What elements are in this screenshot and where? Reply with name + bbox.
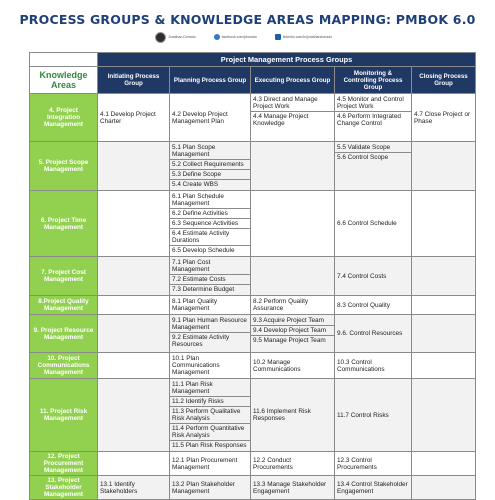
process-item: 11.3 Perform Qualitative Risk Analysis [170, 407, 250, 424]
process-cell-closing [412, 452, 476, 476]
process-cell-monitoring [335, 257, 412, 296]
process-item: 4.2 Develop Project Management Plan [172, 110, 228, 125]
linkedin-link[interactable] [275, 34, 332, 40]
process-cell-executing [251, 476, 335, 500]
process-item: 4.7 Close Project or Phase [414, 110, 471, 125]
process-item: 4.4 Manage Project Knowledge [253, 113, 309, 127]
process-cell-executing [251, 353, 335, 379]
process-cell-planning [170, 452, 251, 476]
process-item: 10.2 Manage Communications [253, 358, 301, 373]
process-cell-closing [412, 142, 476, 191]
process-item: 11.1 Plan Risk Management [170, 380, 250, 397]
process-item: 11.6 Implement Risk Responses [253, 408, 311, 422]
knowledge-area-cell: 4. Project Integration Management [30, 94, 98, 142]
process-item: 8.3 Control Quality [337, 301, 390, 309]
process-cell-initiating [98, 257, 170, 296]
process-cell-planning [170, 142, 251, 191]
process-item: 5.3 Define Scope [170, 170, 250, 180]
process-item: 9.1 Plan Human Resource Management [170, 316, 250, 333]
table-row [30, 452, 476, 476]
process-cell-initiating [98, 142, 170, 191]
process-cell-closing [412, 379, 476, 452]
process-cell-planning [170, 476, 251, 500]
knowledge-area-cell: 12. Project Procurement Management [30, 452, 98, 476]
process-cell-initiating [98, 315, 170, 353]
process-cell-executing [251, 142, 335, 191]
avatar [155, 32, 166, 43]
process-cell-initiating [98, 296, 170, 315]
process-item: 4.3 Direct and Manage Project Work [251, 95, 334, 112]
process-cell-initiating [98, 191, 170, 257]
process-cell-planning [170, 94, 251, 142]
process-cell-monitoring [335, 315, 412, 353]
group-header-monitoring: Monitoring & Controlling Process Group [335, 67, 412, 94]
knowledge-area-cell: 11. Project Risk Management [30, 379, 98, 452]
table-row [30, 476, 476, 500]
facebook-icon [214, 34, 220, 40]
group-header-initiating: Initiating Process Group [98, 67, 170, 94]
process-cell-planning [170, 353, 251, 379]
linkedin-link-text: linkedin.com/in/jonathandonado [282, 35, 333, 39]
process-cell-initiating [98, 379, 170, 452]
process-item: 6.5 Develop Schedule [172, 247, 235, 254]
knowledge-area-cell: 8.Project Quality Management [30, 296, 98, 315]
knowledge-area-cell: 5. Project Scope Management [30, 142, 98, 191]
process-cell-monitoring [335, 476, 412, 500]
byline [155, 30, 346, 44]
process-item: 4.5 Monitor and Control Project Work [335, 95, 411, 112]
process-item: 13.4 Control Stakeholder Engagement [337, 480, 408, 495]
facebook-link-text: facebook.com/jdonado [221, 35, 257, 39]
process-cell-closing [412, 476, 476, 500]
knowledge-area-cell: 10. Project Communications Management [30, 353, 98, 379]
process-item: 9.4 Develop Project Team [251, 326, 334, 336]
table-row [30, 315, 476, 353]
process-item: 5.5 Validate Scope [335, 143, 411, 153]
process-cell-executing [251, 315, 335, 353]
knowledge-area-cell: 9. Project Resource Management [30, 315, 98, 353]
knowledge-area-cell: 6. Project Time Management [30, 191, 98, 257]
process-item: 8.2 Perform Quality Assurance [253, 298, 309, 312]
process-cell-monitoring [335, 191, 412, 257]
process-item: 7.2 Estimate Costs [170, 275, 250, 285]
linkedin-icon [275, 34, 281, 40]
process-cell-closing [412, 257, 476, 296]
process-item: 12.1 Plan Procurement Management [172, 456, 238, 471]
table-row [30, 94, 476, 142]
process-item: 5.1 Plan Scope Management [170, 143, 250, 160]
knowledge-area-cell: 13. Project Stakeholder Management [30, 476, 98, 500]
table-row [30, 191, 476, 257]
process-cell-executing [251, 94, 335, 142]
process-cell-initiating [98, 94, 170, 142]
author-name: Jonathan Donado [168, 35, 196, 39]
process-item: 9.5 Manage Project Team [253, 337, 326, 344]
process-item: 11.4 Perform Quantitative Risk Analysis [170, 424, 250, 441]
table-row [30, 353, 476, 379]
process-cell-planning [170, 379, 251, 452]
process-cell-closing [412, 315, 476, 353]
process-cell-executing [251, 257, 335, 296]
process-cell-planning [170, 257, 251, 296]
process-cell-monitoring [335, 353, 412, 379]
process-cell-executing [251, 191, 335, 257]
process-item: 4.1 Develop Project Charter [100, 110, 156, 125]
process-cell-planning [170, 296, 251, 315]
process-item: 6.6 Control Schedule [337, 220, 397, 227]
process-cell-planning [170, 191, 251, 257]
mapping-table [29, 52, 476, 500]
process-item: 9.6. Control Resources [337, 330, 403, 337]
process-cell-closing [412, 353, 476, 379]
process-item: 9.3 Acquire Project Team [251, 316, 334, 326]
process-item: 5.2 Collect Requirements [170, 160, 250, 170]
table-row [30, 296, 476, 315]
process-item: 12.3 Control Procurements [337, 456, 377, 471]
process-cell-monitoring [335, 94, 412, 142]
process-item: 8.1 Plan Quality Management [172, 298, 218, 312]
process-item: 7.3 Determine Budget [172, 286, 235, 293]
table-corner [30, 53, 98, 67]
process-item: 6.1 Plan Schedule Management [170, 192, 250, 209]
process-item: 5.6 Control Scope [337, 154, 389, 161]
process-item: 10.1 Plan Communications Management [172, 355, 220, 376]
process-item: 13.2 Plan Stakeholder Management [172, 480, 235, 495]
process-item: 5.4 Create WBS [172, 181, 219, 188]
facebook-link[interactable] [214, 34, 257, 40]
process-cell-closing [412, 94, 476, 142]
process-cell-executing [251, 452, 335, 476]
process-cell-initiating [98, 476, 170, 500]
process-item: 7.4 Control Costs [337, 272, 387, 280]
process-item: 6.3 Sequence Activities [170, 219, 250, 229]
process-cell-planning [170, 315, 251, 353]
process-cell-initiating [98, 452, 170, 476]
process-item: 6.2 Define Activities [170, 209, 250, 219]
process-item: 13.3 Manage Stakeholder Engagement [253, 480, 327, 495]
process-cell-monitoring [335, 379, 412, 452]
process-item: 11.5 Plan Risk Responses [172, 442, 247, 449]
group-header-executing: Executing Process Group [251, 67, 335, 94]
table-row [30, 379, 476, 452]
process-item: 12.2 Conduct Procurements [253, 456, 293, 471]
process-item: 6.4 Estimate Activity Durations [170, 229, 250, 246]
table-body [30, 94, 476, 500]
process-item: 7.1 Plan Cost Management [170, 258, 250, 275]
process-cell-initiating [98, 353, 170, 379]
process-item: 11.2 Identify Risks [170, 397, 250, 407]
process-item: 9.2 Estimate Activity Resources [172, 334, 230, 348]
page-title: PROCESS GROUPS & KNOWLEDGE AREAS MAPPING: PMBOK 6.0 [19, 12, 476, 27]
table-row [30, 142, 476, 191]
process-cell-executing [251, 379, 335, 452]
process-item: 10.3 Control Communications [337, 358, 385, 373]
process-cell-monitoring [335, 142, 412, 191]
knowledge-areas-header: Knowledge Areas [30, 67, 98, 94]
group-header-closing: Closing Process Group [412, 67, 476, 94]
process-cell-closing [412, 296, 476, 315]
process-groups-title: Project Management Process Groups [98, 53, 476, 67]
process-cell-monitoring [335, 452, 412, 476]
author [155, 32, 196, 43]
group-header-planning: Planning Process Group [170, 67, 251, 94]
process-item: 11.7 Control Risks [337, 411, 389, 419]
process-cell-executing [251, 296, 335, 315]
knowledge-area-cell: 7. Project Cost Management [30, 257, 98, 296]
process-item: 13.1 Identify Stakeholders [100, 480, 138, 495]
process-cell-monitoring [335, 296, 412, 315]
process-item: 4.6 Perform Integrated Change Control [337, 113, 401, 127]
process-cell-closing [412, 191, 476, 257]
table-row [30, 257, 476, 296]
